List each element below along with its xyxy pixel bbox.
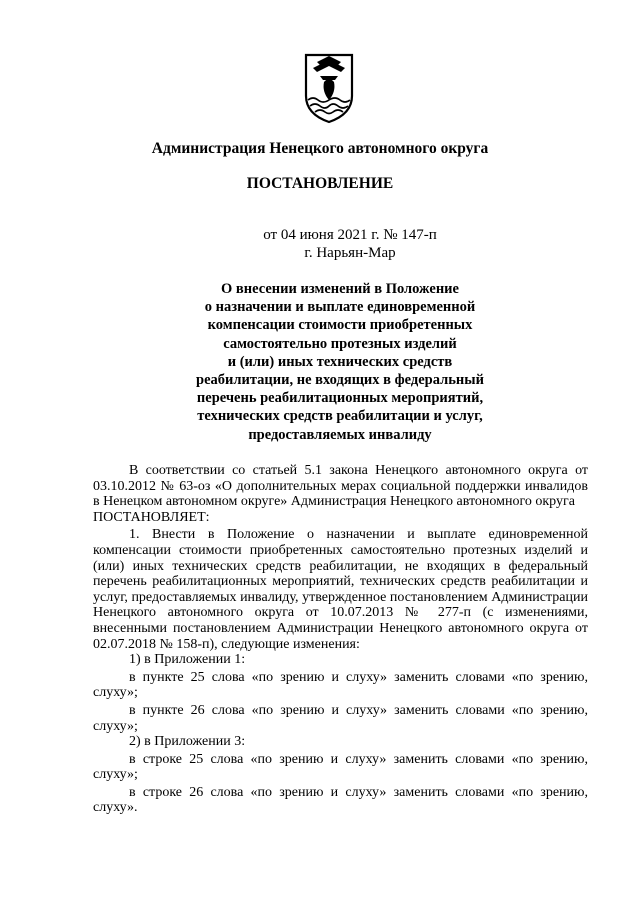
appendix-1-heading: 1) в Приложении 1: [129,652,246,668]
appendix-3-row-25: в строке 25 слова «по зрению и слуху» заменить словами «по зрению, слуху»; [93,751,588,783]
coat-of-arms-emblem [302,52,356,124]
date-and-number: от 04 июня 2021 г. № 147-п [263,227,437,243]
organization-name: Администрация Ненецкого автономного округа [151,140,489,157]
city: г. Нарьян-Мар [304,245,396,261]
document-body [93,463,588,816]
appendix-3-row-26: в строке 26 слова «по зрению и слуху» заменить словами «по зрению, слуху». [93,784,588,816]
subject-line: самостоятельно протезных изделий [223,335,457,352]
preamble-paragraph: В соответствии со статьей 5.1 закона Ненецкого автономного округа от 03.10.2012 № 63-оз «О дополнительных мерах социальной поддержки инвалидов в Ненецком автономном округе» Администрация Ненецкого автономного округа [93,463,588,510]
subject-line: О внесении изменений в Положение [221,281,459,297]
document-meta [0,226,640,262]
subject-line: технических средств реабилитации и услуг, [197,408,483,425]
document-subject [40,280,640,444]
subject-line: компенсации стоимости приобретенных [207,317,473,334]
subject-line: предоставляемых инвалиду [248,426,432,443]
subject-line: перечень реабилитационных мероприятий, [196,390,484,407]
appendix-3-heading: 2) в Приложении 3: [129,734,246,750]
clause-1-paragraph: 1. Внести в Положение о назначении и выплате единовременной компенсации стоимости приобретенных самостоятельно протезных изделий и (или) иных технических средств реабилитации, не входящих в федеральный перечень реабилитационных мероприятий, технических средств реабилитации и услуг, предоставляемых инвалиду, утвержденное постановлением Администрации Ненецкого автономного округа от 10.07.2013 № 277-п (с изменениями, внесенными постановлением Администрации Ненецкого автономного округа от 02.07.2018 № 158-п), следующие изменения: [93,527,588,652]
document-type-title: ПОСТАНОВЛЕНИЕ [246,175,394,192]
subject-line: реабилитации, не входящих в федеральный [196,372,484,389]
subject-line: о назначении и выплате единовременной [204,299,476,316]
appendix-1-item-25: в пункте 25 слова «по зрению и слуху» заменить словами «по зрению, слуху»; [93,669,588,701]
resolves-keyword: ПОСТАНОВЛЯЕТ: [93,509,210,525]
appendix-1-item-26: в пункте 26 слова «по зрению и слуху» заменить словами «по зрению, слуху»; [93,702,588,734]
subject-line: и (или) иных технических средств [227,353,453,370]
